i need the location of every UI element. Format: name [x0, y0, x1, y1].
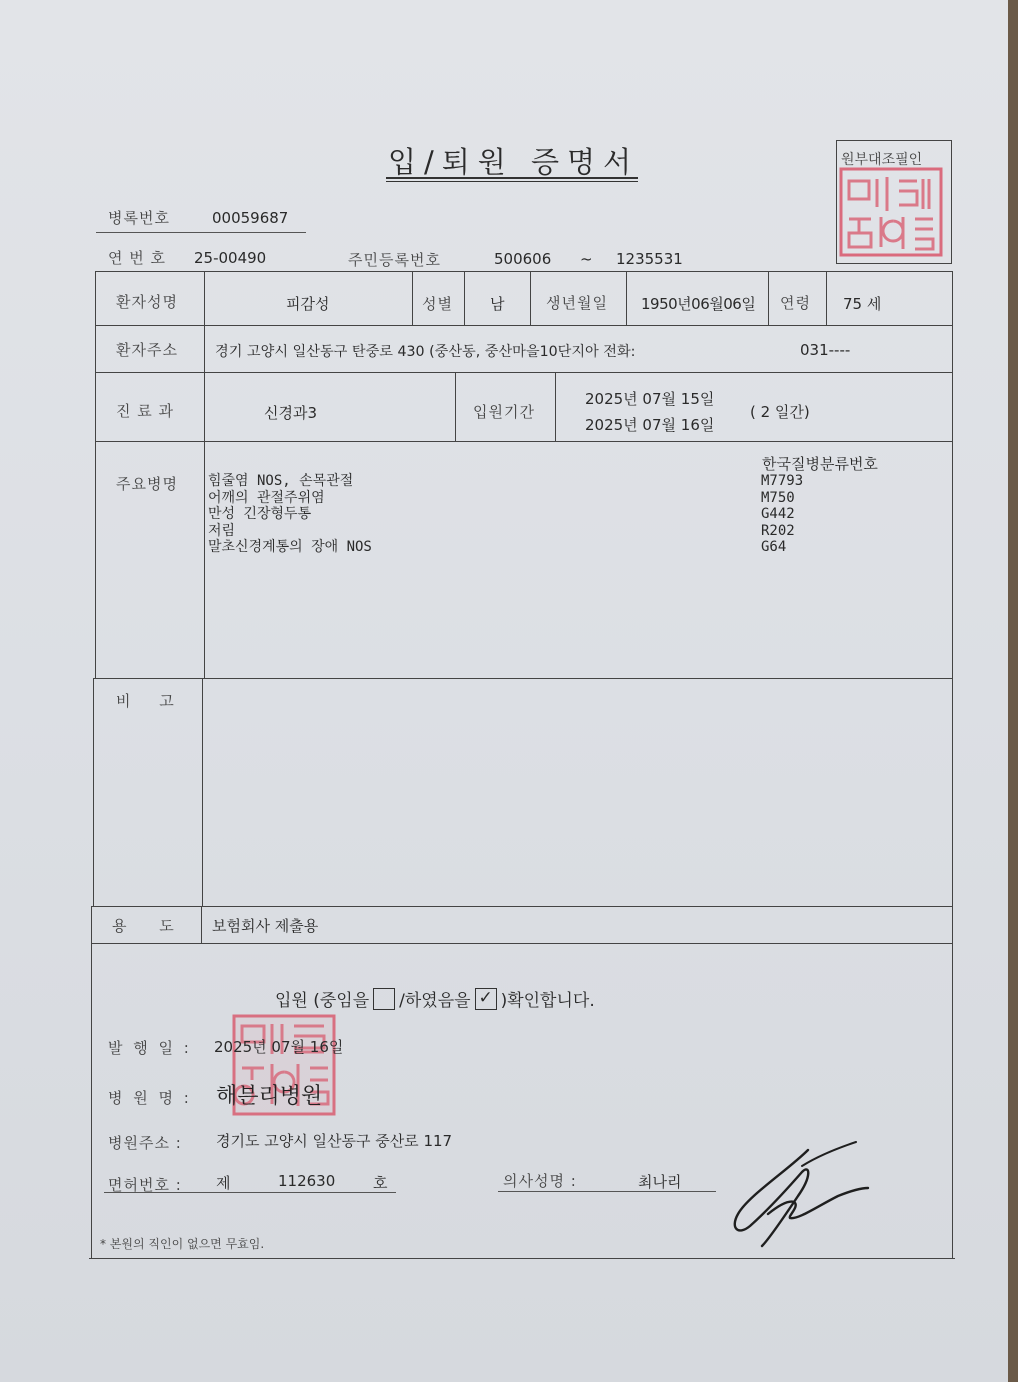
doctor-underline — [498, 1191, 716, 1192]
disease-code-header: 한국질병분류번호 — [762, 455, 878, 473]
diagnosis-code: G64 — [761, 539, 787, 555]
record-number-label: 병록번호 — [108, 209, 170, 227]
diagnosis-label: 주요병명 — [116, 475, 178, 493]
doctor-name: 최나리 — [638, 1173, 682, 1191]
confirmation-prefix: 입원 (중임을 — [275, 991, 370, 1011]
license-number: 112630 — [278, 1172, 336, 1190]
diagnosis-code-list — [761, 473, 803, 556]
dob-value: 1950년06월06일 — [641, 295, 756, 313]
license-underline — [104, 1192, 396, 1193]
diagnosis-item: 저림 — [208, 522, 236, 539]
resident-id-back: 1235531 — [616, 250, 683, 268]
license-suffix: 호 — [373, 1174, 388, 1192]
hospital-name-label: 병 원 명 : — [108, 1089, 192, 1107]
doctor-signature — [728, 1136, 878, 1252]
purpose-label: 용 도 — [112, 917, 188, 935]
admission-end: 2025년 07월 16일 — [585, 416, 715, 434]
record-number: 00059687 — [212, 209, 289, 227]
patient-address: 경기 고양시 일산동구 탄중로 430 (중산동, 중산마을10단지아 전화: — [215, 344, 636, 360]
validity-footnote: * 본원의 직인이 없으면 무효임. — [100, 1237, 265, 1251]
purpose-value: 보험회사 제출용 — [212, 917, 319, 935]
serial-number-label: 연 번 호 — [108, 249, 167, 267]
remarks-label: 비 고 — [116, 692, 186, 710]
document-title: 입/퇴원 증명서 — [388, 145, 640, 179]
hospital-address: 경기도 고양시 일산동구 중산로 117 — [216, 1132, 453, 1150]
resident-id-label: 주민등록번호 — [348, 251, 441, 269]
admission-days: ( 2 일간) — [750, 403, 810, 421]
in-progress-checkbox — [373, 988, 395, 1010]
diagnosis-item: 힘줄염 NOS, 손목관절 — [208, 473, 354, 489]
sex-value: 남 — [490, 295, 505, 313]
record-underline — [96, 232, 306, 233]
department-label: 진 료 과 — [116, 402, 175, 420]
doctor-name-label: 의사성명 : — [503, 1172, 577, 1190]
diagnosis-item: 만성 긴장형두통 — [208, 506, 312, 522]
admission-period-label: 입원기간 — [473, 403, 535, 421]
verification-seal-box — [836, 140, 952, 264]
diagnosis-item: 어깨의 관절주위염 — [208, 489, 325, 506]
diagnosis-list — [208, 473, 372, 556]
resident-id-front: 500606 — [494, 250, 552, 268]
address-label: 환자주소 — [116, 341, 178, 359]
department-value: 신경과3 — [264, 404, 318, 422]
hospital-name: 해븐리병원 — [216, 1084, 323, 1109]
license-prefix: 제 — [216, 1174, 231, 1192]
sex-label: 성별 — [422, 295, 453, 313]
completed-checkbox: ✓ — [475, 988, 497, 1010]
patient-name: 피감성 — [286, 295, 330, 313]
admission-start: 2025년 07월 15일 — [585, 390, 715, 408]
serial-number: 25-00490 — [194, 249, 267, 267]
license-label: 면허번호 : — [108, 1176, 182, 1194]
diagnosis-code: G442 — [761, 506, 795, 522]
patient-phone: 031---- — [800, 341, 851, 359]
diagnosis-item: 말초신경계통의 장애 NOS — [208, 539, 372, 555]
issue-date: 2025년 07월 16일 — [214, 1038, 344, 1056]
dob-label: 생년월일 — [546, 294, 608, 312]
diagnosis-code: M750 — [761, 489, 795, 506]
diagnosis-code: M7793 — [761, 473, 804, 489]
patient-name-label: 환자성명 — [116, 293, 178, 311]
title-underline — [386, 177, 638, 179]
confirmation-middle: /하였음을 — [399, 991, 471, 1011]
resident-id-dash: ~ — [580, 250, 593, 268]
hospital-address-label: 병원주소 : — [108, 1134, 182, 1152]
title-underline-2 — [386, 181, 638, 182]
confirmation-statement — [275, 986, 595, 1012]
age-label: 연령 — [780, 294, 811, 312]
issue-date-label: 발 행 일 : — [108, 1039, 192, 1057]
hospital-seal-stamp — [837, 167, 947, 259]
age-value: 75 세 — [843, 295, 882, 313]
confirmation-suffix: )확인합니다. — [500, 991, 595, 1011]
diagnosis-code: R202 — [761, 522, 795, 539]
seal-caption: 원부대조필인 — [841, 152, 923, 168]
